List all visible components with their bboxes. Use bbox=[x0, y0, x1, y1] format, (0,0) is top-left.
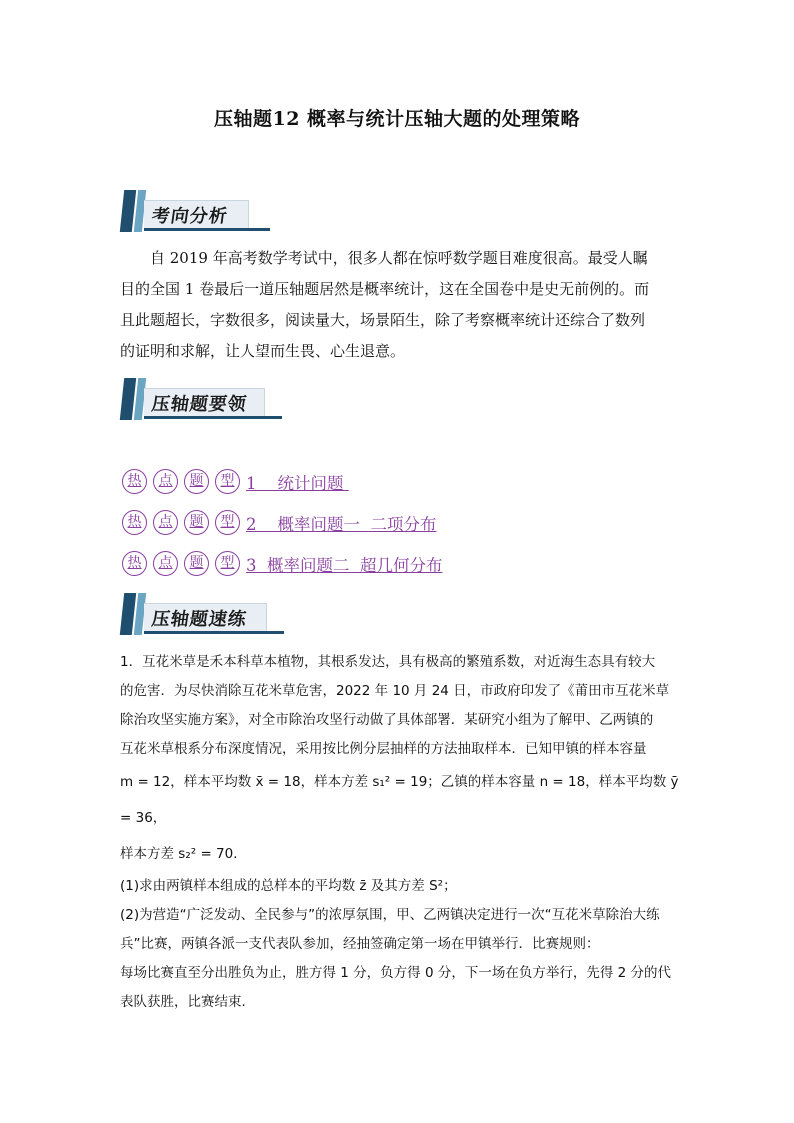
hot-circle-char: 题 bbox=[184, 469, 209, 494]
hot-circle-char: 型 bbox=[215, 551, 240, 576]
section-banner-analysis bbox=[122, 190, 272, 232]
problem-line: 1．互花米草是禾本科草本植物，其根系发达，具有极高的繁殖系数，对近海生态具有较大 bbox=[120, 654, 656, 670]
section-banner-essentials bbox=[122, 378, 272, 420]
hot-circle-char: 热 bbox=[122, 551, 147, 576]
section-title-practice: 压轴题速练 bbox=[150, 609, 249, 630]
hot-circle-char: 点 bbox=[153, 510, 178, 535]
problem-line: 除治攻坚实施方案》，对全市除治攻坚行动做了具体部署．某研究小组为了解甲、乙两镇的 bbox=[120, 712, 654, 728]
intro-line: 自 2019 年高考数学考试中，很多人都在惊呼数学题目难度很高。最受人瞩 bbox=[150, 249, 648, 267]
section-title-essentials: 压轴题要领 bbox=[150, 394, 249, 415]
hot-topic-text[interactable]: 3 概率问题二 超几何分布 bbox=[246, 555, 443, 575]
hot-topic-text[interactable]: 2 概率问题一 二项分布 bbox=[246, 514, 437, 534]
hot-circle-char: 型 bbox=[215, 469, 240, 494]
banner-underline bbox=[144, 631, 284, 634]
problem-line: 的危害．为尽快消除互花米草危害，2022 年 10 月 24 日，市政府印发了《莆田市互花米草 bbox=[120, 683, 670, 699]
banner-underline bbox=[144, 416, 282, 419]
problem-line: (2)为营造“广泛发动、全民参与”的浓厚氛围，甲、乙两镇决定进行一次“互花米草除治大练 bbox=[120, 907, 660, 923]
intro-paragraph bbox=[120, 243, 676, 367]
hot-topic-link-1[interactable] bbox=[122, 469, 349, 494]
problem-block bbox=[120, 648, 680, 1017]
intro-line: 的证明和求解，让人望而生畏、心生退意。 bbox=[120, 342, 406, 360]
problem-line: 样本方差 s₂² = 70． bbox=[120, 846, 247, 862]
hot-circle-char: 题 bbox=[184, 510, 209, 535]
problem-line: m = 12，样本平均数 x̄ = 18，样本方差 s₁² = 19；乙镇的样本容量 n = 18，样本平均数 ȳ = 36， bbox=[120, 774, 679, 826]
problem-line: (1)求由两镇样本组成的总样本的平均数 z̄ 及其方差 S²； bbox=[120, 878, 457, 894]
hot-circle-char: 点 bbox=[153, 469, 178, 494]
hot-circle-char: 点 bbox=[153, 551, 178, 576]
problem-line: 互花米草根系分布深度情况，采用按比例分层抽样的方法抽取样本．已知甲镇的样本容量 bbox=[120, 741, 647, 757]
intro-line: 且此题超长，字数很多，阅读量大，场景陌生，除了考察概率统计还综合了数列 bbox=[120, 311, 646, 329]
problem-line: 每场比赛直至分出胜负为止，胜方得 1 分，负方得 0 分，下一场在负方举行，先得 2 分的代 bbox=[120, 965, 672, 981]
hot-topic-link-3[interactable] bbox=[122, 551, 442, 576]
problem-line: 兵”比赛，两镇各派一支代表队参加，经抽签确定第一场在甲镇举行．比赛规则： bbox=[120, 936, 600, 952]
hot-topic-link-2[interactable] bbox=[122, 510, 436, 535]
intro-line: 目的全国 1 卷最后一道压轴题居然是概率统计，这在全国卷中是史无前例的。而 bbox=[120, 280, 650, 298]
section-banner-practice bbox=[122, 593, 272, 635]
hot-circle-char: 型 bbox=[215, 510, 240, 535]
hot-topic-text[interactable]: 1 统计问题 bbox=[246, 473, 349, 493]
problem-line: 表队获胜，比赛结束． bbox=[120, 994, 255, 1010]
hot-circle-char: 题 bbox=[184, 551, 209, 576]
hot-circle-char: 热 bbox=[122, 510, 147, 535]
section-title-analysis: 考向分析 bbox=[150, 206, 230, 227]
page-title: 压轴题12 概率与统计压轴大题的处理策略 bbox=[213, 108, 581, 130]
banner-underline bbox=[144, 228, 270, 231]
hot-circle-char: 热 bbox=[122, 469, 147, 494]
